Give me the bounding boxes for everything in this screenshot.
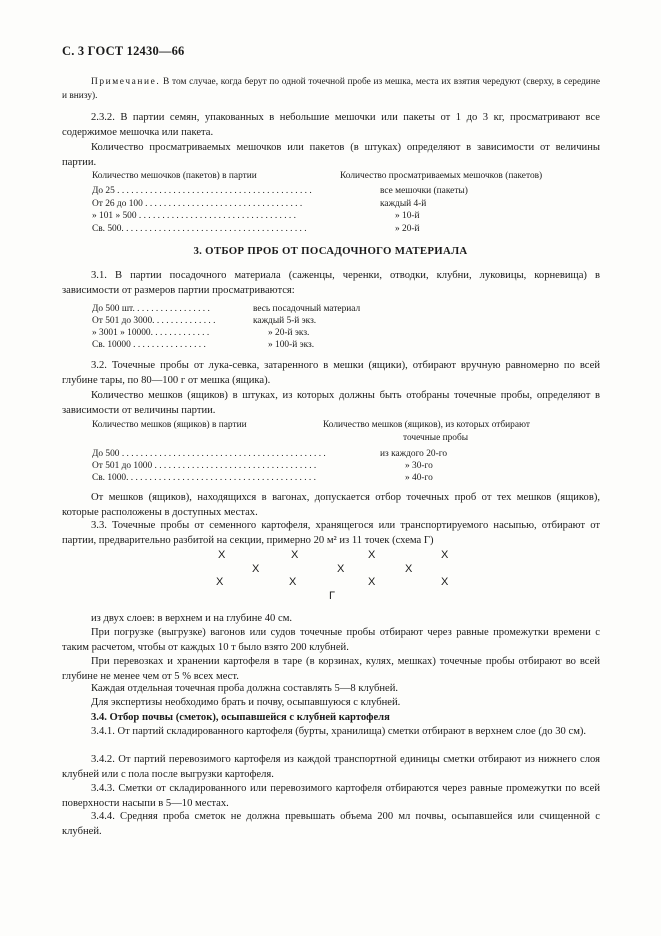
table2-row-label: От 501 до 3000. . . . . . . . . . . . . . (92, 316, 216, 326)
paragraph-3-2: 3.2. Точечные пробы от лука-севка, затаренного в мешки (ящики), отбирают вручную равномерно по всей глубине тары, по 80—100 г от мешка (ящика). (62, 360, 600, 387)
scheme-point: Х (441, 549, 449, 561)
table3-row-label: Св. 1000. . . . . . . . . . . . . . . . . . . . . . . . . . . . . . . . . . . . . . . . . (92, 473, 316, 483)
paragraph-3-3: 3.3. Точечные пробы от семенного картофеля, хранящегося или транспортируемого насыпью, отбирают от партии, предварительно разбитой на секции, примерно 20 м² из 11 точек (схема Г) (62, 520, 600, 547)
scheme-point: Х (218, 549, 226, 561)
table2-row-value: » 20-й экз. (268, 328, 310, 338)
table2-row-label: До 500 шт. . . . . . . . . . . . . . . . . (92, 304, 210, 314)
section-3-title: 3. ОТБОР ПРОБ ОТ ПОСАДОЧНОГО МАТЕРИАЛА (193, 245, 468, 257)
paragraph-expert: Для экспертизы необходимо брать и почву, осыпавшуюся с клубней. (91, 697, 401, 708)
table2-row-label: » 3001 » 10000. . . . . . . . . . . . . (92, 328, 210, 338)
scheme-point: Х (216, 576, 224, 588)
table2-row-value: весь посадочный материал (253, 304, 361, 314)
paragraph-3-1: 3.1. В партии посадочного материала (саженцы, черенки, отводки, клубни, луковицы, корневища) в зависимости от размеров партии просматриваются: (62, 270, 600, 297)
table1-row-label: От 26 до 100 . . . . . . . . . . . . . . . . . . . . . . . . . . . . . . . . . . (92, 199, 303, 209)
table3-col2-header-line2: точечные пробы (403, 433, 469, 443)
table2-row-value: » 100-й экз. (268, 340, 315, 350)
scheme-point: Х (441, 576, 449, 588)
table1-row-value: » 10-й (395, 211, 420, 221)
paragraph-3-4-1: 3.4.1. От партий складированного картофеля (бурты, хранилища) сметки отбирают в верхнем слое (до 30 см). (91, 726, 587, 737)
table1-row-value: каждый 4-й (380, 199, 427, 209)
table2-row-label: Св. 10000 . . . . . . . . . . . . . . . . (92, 340, 206, 350)
section-3-4-title: 3.4. Отбор почвы (сметок), осыпавшейся с клубней картофеля (91, 712, 390, 723)
table1-col2-header: Количество просматриваемых мешочков (пакетов) (340, 171, 543, 181)
table3-row-value: » 40-го (405, 473, 433, 483)
scheme-point: Х (368, 576, 376, 588)
table3-row-label: До 500 . . . . . . . . . . . . . . . . . . . . . . . . . . . . . . . . . . . . . . . . . . . . (92, 449, 326, 459)
table1-row-label: Св. 500. . . . . . . . . . . . . . . . . . . . . . . . . . . . . . . . . . . . . . . . (92, 224, 307, 234)
table3-col2-header: Количество мешков (ящиков), из которых отбирают (323, 420, 530, 430)
scheme-point: Х (337, 563, 345, 575)
scheme-point: Х (252, 563, 260, 575)
scheme-point: Х (368, 549, 376, 561)
table3-row-value: » 30-го (405, 461, 433, 471)
table1-row-value: все мешочки (пакеты) (380, 186, 468, 196)
table1-row-label: » 101 » 500 . . . . . . . . . . . . . . . . . . . . . . . . . . . . . . . . . . (92, 211, 296, 221)
paragraph-loading: При погрузке (выгрузке) вагонов или судов точечные пробы отбирают через равные промежутки времени с таким расчетом, чтобы от каждых 10 т было взято 200 клубней. (62, 627, 600, 654)
paragraph-tare: При перевозках и хранении картофеля в таре (в корзинах, кулях, мешках) точечные пробы отбирают во всей глубине не менее чем от 5 % всех мест. (62, 656, 600, 683)
note-label: Примечание. (91, 77, 161, 87)
scheme-caption: Г (329, 590, 335, 602)
paragraph-2-3-2: 2.3.2. В партии семян, упакованных в небольшие мешочки или пакеты от 1 до 3 кг, просматривают все содержимое мешочка или пакета. (62, 112, 600, 139)
paragraph-each: Каждая отдельная точечная проба должна составлять 5—8 клубней. (91, 683, 399, 694)
paragraph-3-4-4: 3.4.4. Средняя проба сметок не должна превышать объема 200 мл почвы, осыпавшейся или счищенной с клубней. (62, 811, 600, 838)
paragraph-3-2b: Количество мешков (ящиков) в штуках, из которых должны быть отобраны точечные пробы, определяют в зависимости от величины партии. (62, 390, 600, 417)
scheme-point: Х (405, 563, 413, 575)
paragraph-3-4-3: 3.4.3. Сметки от складированного или перевозимого картофеля отбираются через равные промежутки по всей поверхности насыпи в 5—10 местах. (62, 783, 600, 810)
paragraph-3-4-2: 3.4.2. От партий перевозимого картофеля из каждой транспортной единицы сметки отбирают из нижнего слоя клубней или с пола после выгрузки картофеля. (62, 754, 600, 781)
table1-row-label: До 25 . . . . . . . . . . . . . . . . . . . . . . . . . . . . . . . . . . . . . . . . . . (92, 186, 312, 196)
paragraph-wagons: От мешков (ящиков), находящихся в вагонах, допускается отбор точечных проб от тех мешков (ящиков), которые расположены в доступных местах. (62, 492, 600, 519)
page-header: С. 3 ГОСТ 12430—66 (62, 44, 185, 58)
note-paragraph (62, 75, 600, 103)
scheme-point: Х (289, 576, 297, 588)
paragraph-2-3-2b: Количество просматриваемых мешочков или пакетов (в штуках) определяют в зависимости от величины партии. (62, 142, 600, 169)
table1-row-value: » 20-й (395, 224, 420, 234)
table2-row-value: каждый 5-й экз. (253, 316, 317, 326)
note-text: В том случае, когда берут по одной точечной пробе из мешка, места их взятия чередуют (сверху, в середине и внизу). (62, 77, 600, 101)
table3-row-value: из каждого 20-го (380, 449, 448, 459)
table1-col1-header: Количество мешочков (пакетов) в партии (92, 171, 257, 181)
paragraph-layers: из двух слоев: в верхнем и на глубине 40 см. (91, 613, 293, 624)
scheme-point: Х (291, 549, 299, 561)
table3-col1-header: Количество мешков (ящиков) в партии (92, 420, 247, 430)
table3-row-label: От 501 до 1000 . . . . . . . . . . . . . . . . . . . . . . . . . . . . . . . . . . . (92, 461, 317, 471)
